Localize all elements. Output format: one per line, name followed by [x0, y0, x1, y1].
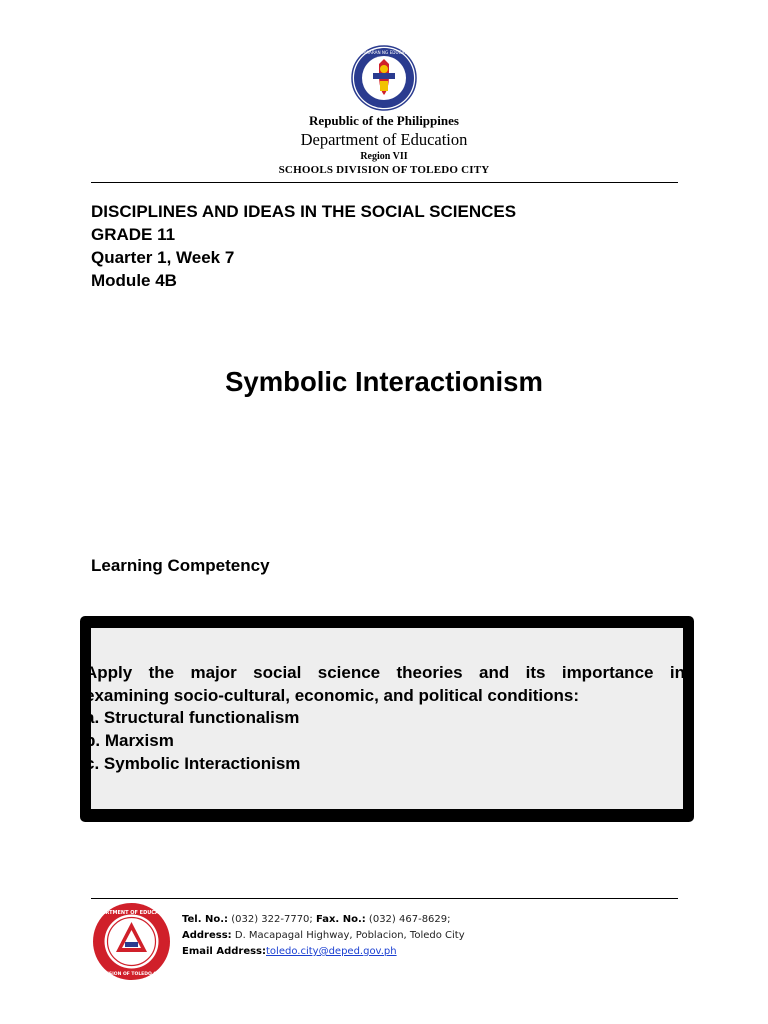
competency-item-a: a. Structural functionalism	[85, 708, 300, 728]
competency-word: science	[317, 663, 381, 682]
competency-item-b: b. Marxism	[85, 731, 174, 751]
competency-line-1	[85, 662, 685, 685]
competency-word: Apply	[85, 663, 133, 682]
contact-address	[182, 930, 465, 941]
competency-word: the	[148, 663, 175, 682]
competency-box	[80, 616, 694, 822]
grade-level: GRADE 11	[91, 225, 176, 244]
competency-line-2: examining socio-cultural, economic, and political conditions:	[85, 685, 580, 705]
quarter-week: Quarter 1, Week 7	[91, 248, 235, 267]
region-heading: Region VII	[360, 151, 408, 162]
header-divider	[91, 182, 678, 183]
fax-value: (032) 467-8629;	[365, 914, 451, 925]
competency-word: and	[479, 663, 510, 682]
email-link[interactable]: toledo.city@deped.gov.ph	[266, 946, 397, 957]
division-heading: SCHOOLS DIVISION OF TOLEDO CITY	[278, 164, 490, 176]
fax-label: Fax. No.:	[315, 914, 366, 925]
competency-word: social	[253, 663, 302, 682]
competency-word: importance	[561, 663, 654, 682]
contact-email	[182, 946, 397, 957]
deped-seal-logo	[351, 45, 417, 111]
subject-title: DISCIPLINES AND IDEAS IN THE SOCIAL SCIENCES	[91, 202, 517, 221]
footer-divider	[91, 898, 678, 899]
competency-word: major	[190, 663, 237, 682]
seal-text-top: DEPARTMENT OF EDUCATION	[90, 910, 173, 916]
seal-text-bottom: DIVISION OF TOLEDO CITY	[98, 972, 165, 977]
seal-text: KAGAWARAN NG EDUCATION	[353, 50, 415, 55]
competency-box-inner	[85, 628, 685, 809]
contact-phone	[182, 914, 451, 925]
department-heading: Department of Education	[300, 130, 468, 149]
division-seal-logo	[92, 902, 171, 981]
address-value: D. Macapagal Highway, Poblacion, Toledo City	[231, 930, 465, 941]
competency-word: its	[525, 663, 546, 682]
republic-heading: Republic of the Philippines	[309, 113, 459, 128]
competency-item-c: c. Symbolic Interactionism	[85, 753, 301, 773]
tel-label: Tel. No.:	[182, 914, 229, 925]
tel-value: (032) 322-7770;	[228, 914, 316, 925]
competency-text	[85, 662, 685, 776]
competency-word: theories	[396, 663, 463, 682]
module-number: Module 4B	[91, 271, 177, 290]
address-label: Address:	[182, 930, 232, 941]
learning-competency-label: Learning Competency	[91, 556, 270, 575]
email-label: Email Address:	[182, 946, 267, 957]
page-title: Symbolic Interactionism	[225, 366, 543, 397]
competency-word: in	[669, 663, 685, 682]
